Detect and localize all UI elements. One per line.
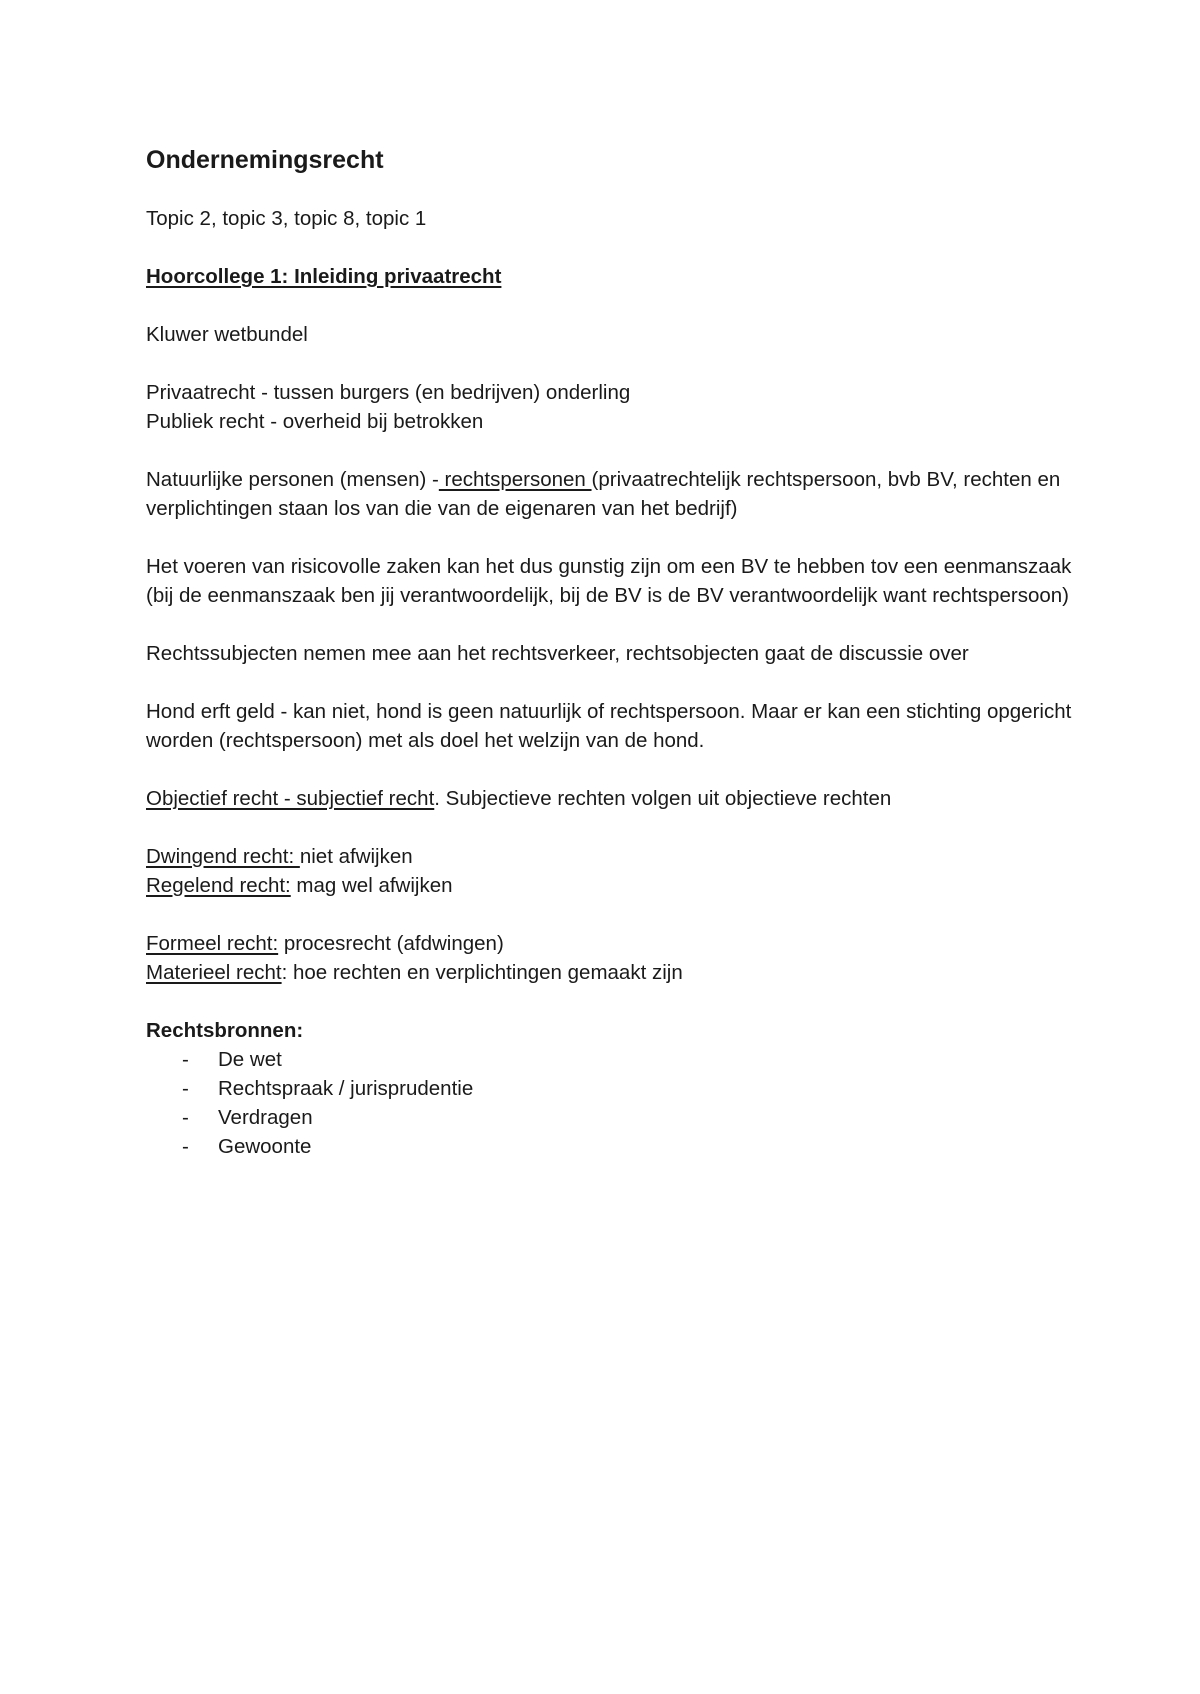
material-rest: : hoe rechten en verplichtingen gemaakt zijn	[281, 961, 683, 984]
list-item	[146, 1074, 1086, 1103]
material-term: Materieel recht	[146, 961, 282, 984]
list-item-text: De wet	[218, 1048, 282, 1071]
formal-material	[146, 929, 1086, 987]
sources-heading: Rechtsbronnen:	[146, 1019, 304, 1042]
book-line: Kluwer wetbundel	[146, 323, 308, 346]
public-law-line: Publiek recht - overheid bij betrokken	[146, 410, 484, 433]
list-item	[146, 1103, 1086, 1132]
dog-paragraph: Hond erft geld - kan niet, hond is geen natuurlijk of rechtspersoon. Maar er kan een stichting opgericht worden (rechtspersoon) met als doel het welzijn van de hond.	[146, 700, 1072, 752]
list-item-text: Rechtspraak / jurisprudentie	[218, 1077, 474, 1100]
formal-rest: procesrecht (afdwingen)	[278, 932, 504, 955]
regulatory-line	[146, 871, 1086, 900]
mandatory-line	[146, 842, 1086, 871]
bullet-dash: -	[182, 1135, 189, 1158]
list-item-text: Gewoonte	[218, 1135, 312, 1158]
objective-paragraph	[146, 784, 1086, 813]
objective-term: Objectief recht - subjectief recht	[146, 787, 435, 810]
objective-rest: . Subjectieve rechten volgen uit objectieve rechten	[434, 787, 892, 810]
document-title: Ondernemingsrecht	[146, 146, 384, 174]
subjects-paragraph: Rechtssubjecten nemen mee aan het rechtsverkeer, rechtsobjecten gaat de discussie over	[146, 642, 969, 665]
regulatory-rest: mag wel afwijken	[290, 874, 453, 897]
persons-paragraph	[146, 465, 1086, 523]
lecture-heading: Hoorcollege 1: Inleiding privaatrecht	[146, 265, 502, 288]
private-law-line: Privaatrecht - tussen burgers (en bedrijven) onderling	[146, 381, 631, 404]
bullet-dash: -	[182, 1106, 189, 1129]
mandatory-regulatory	[146, 842, 1086, 900]
list-item	[146, 1045, 1086, 1074]
mandatory-term: Dwingend recht:	[146, 845, 300, 868]
list-item	[146, 1132, 1086, 1161]
risk-paragraph: Het voeren van risicovolle zaken kan het dus gunstig zijn om een BV te hebben tov een eenmanszaak (bij de eenmanszaak ben jij verantwoordelijk, bij de BV is de BV verantwoordelijk want rechtspersoon)	[146, 555, 1072, 607]
formal-term: Formeel recht:	[146, 932, 279, 955]
persons-post: (privaatrechtelijk rechtspersoon, bvb BV, rechten en verplichtingen staan los van die van de eigenaren van het bedrijf)	[146, 468, 1061, 520]
regulatory-term: Regelend recht:	[146, 874, 291, 897]
persons-pre: Natuurlijke personen (mensen) -	[146, 468, 439, 491]
sources-list	[146, 1045, 1086, 1161]
material-line	[146, 958, 1086, 987]
document-page	[146, 136, 1086, 1161]
list-item-text: Verdragen	[218, 1106, 313, 1129]
law-types	[146, 378, 1086, 436]
topics-line: Topic 2, topic 3, topic 8, topic 1	[146, 207, 427, 230]
formal-line	[146, 929, 1086, 958]
bullet-dash: -	[182, 1048, 189, 1071]
persons-term: rechtspersonen	[438, 468, 592, 491]
bullet-dash: -	[182, 1077, 189, 1100]
mandatory-rest: niet afwijken	[299, 845, 413, 868]
